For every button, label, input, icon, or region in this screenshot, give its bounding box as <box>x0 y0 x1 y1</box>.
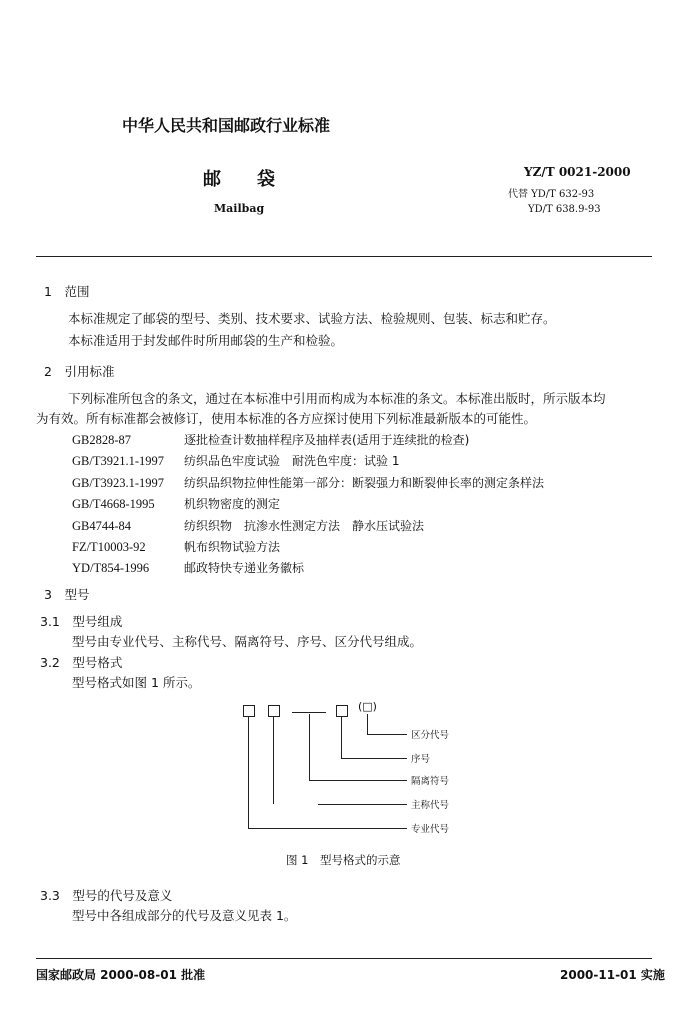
reference-row <box>72 495 280 512</box>
org-title: 中华人民共和国邮政行业标准 <box>122 116 331 135</box>
reference-row <box>72 431 469 448</box>
reference-title: 纺织品色牢度试验 耐洗色牢度：试验 1 <box>184 454 400 468</box>
leader-line <box>248 716 249 828</box>
leader-line <box>309 714 310 780</box>
leader-line <box>309 780 407 781</box>
diagram-label: 主称代号 <box>411 800 450 811</box>
effective-date: 2000-11-01 实施 <box>560 968 665 982</box>
reference-code: GB2828-87 <box>72 433 132 447</box>
section-3-1-title: 3.1 型号组成 <box>40 614 123 629</box>
reference-row <box>72 559 304 576</box>
diagram-label: 序号 <box>411 754 431 765</box>
code-box <box>336 705 348 717</box>
reference-title: 纺织品织物拉伸性能第一部分：断裂强力和断裂伸长率的测定条样法 <box>184 476 545 490</box>
section-3-3-para: 型号中各组成部分的代号及意义见表 1。 <box>72 908 297 923</box>
section-1-para-2: 本标准适用于封发邮件时所用邮袋的生产和检验。 <box>68 333 344 348</box>
leader-line <box>367 734 407 735</box>
footer-rule <box>36 958 652 959</box>
diagram-label: 专业代号 <box>411 824 450 835</box>
section-3-2-title: 3.2 型号格式 <box>40 655 123 670</box>
reference-row <box>72 538 280 555</box>
standard-number: YZ/T 0021-2000 <box>524 165 631 179</box>
replaces-line-2: YD/T 638.9-93 <box>528 204 601 215</box>
leader-line <box>273 716 274 804</box>
reference-code: GB/T3921.1-1997 <box>72 454 165 468</box>
reference-title: 纺织织物 抗渗水性测定方法 静水压试验法 <box>184 519 425 533</box>
header-rule <box>36 256 652 257</box>
section-3-1-para: 型号由专业代号、主称代号、隔离符号、序号、区分代号组成。 <box>72 634 423 649</box>
leader-line <box>341 758 407 759</box>
diagram-label: 隔离符号 <box>411 776 450 787</box>
section-3-3-title: 3.3 型号的代号及意义 <box>40 888 173 903</box>
code-box <box>243 705 255 717</box>
reference-code: YD/T854-1996 <box>72 561 150 575</box>
diagram-label: 区分代号 <box>411 730 450 741</box>
replaces-line-1: 代替 YD/T 632-93 <box>508 189 595 200</box>
section-1-title: 1 范围 <box>44 284 90 299</box>
reference-code: GB/T3923.1-1997 <box>72 476 165 490</box>
reference-row <box>72 452 399 469</box>
doc-title: 邮 袋 <box>203 169 275 190</box>
leader-line <box>318 804 407 805</box>
leader-line <box>341 716 342 758</box>
section-2-para-line-1: 下列标准所包含的条文，通过在本标准中引用而构成为本标准的条文。本标准出版时，所示版本均 <box>68 391 606 406</box>
section-3-2-para: 型号格式如图 1 所示。 <box>72 675 201 690</box>
leader-line <box>248 828 407 829</box>
approval-date: 国家邮政局 2000-08-01 批准 <box>36 968 206 982</box>
section-2-para-line-2: 为有效。所有标准都会被修订，使用本标准的各方应探讨使用下列标准最新版本的可能性。 <box>36 411 537 426</box>
leader-line <box>367 714 368 734</box>
doc-title-en: Mailbag <box>214 202 265 215</box>
reference-row <box>72 474 544 491</box>
reference-title: 帆布织物试验方法 <box>184 540 281 554</box>
section-1-para-1: 本标准规定了邮袋的型号、类别、技术要求、试验方法、检验规则、包装、标志和贮存。 <box>68 311 556 326</box>
reference-code: GB4744-84 <box>72 519 132 533</box>
section-3-title: 3 型号 <box>44 587 90 602</box>
reference-code: GB/T4668-1995 <box>72 497 155 511</box>
figure-caption: 图 1 型号格式的示意 <box>286 853 401 867</box>
section-2-title: 2 引用标准 <box>44 364 115 379</box>
code-box <box>268 705 280 717</box>
optional-bracket: (□) <box>358 700 377 713</box>
reference-title: 逐批检查计数抽样程序及抽样表(适用于连续批的检查) <box>184 433 470 447</box>
separator-dash <box>292 712 326 713</box>
reference-code: FZ/T10003-92 <box>72 540 146 554</box>
reference-title: 机织物密度的测定 <box>184 497 281 511</box>
reference-row <box>72 517 424 534</box>
reference-title: 邮政特快专递业务徽标 <box>184 561 305 575</box>
